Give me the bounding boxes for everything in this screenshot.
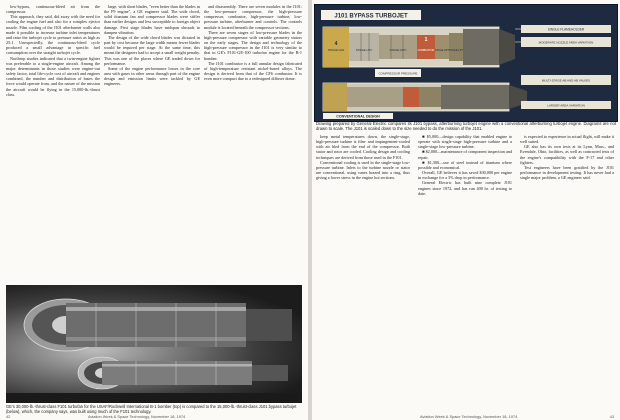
paragraph: low-bypass, continuous-bleed air from the compressor. xyxy=(6,4,100,15)
paragraph: and disassembly. There are seven modules in the J101: the low-pressure compressor, the high-pressure compressor, combustor, high-pressure turbine, low-pressure turbine, afterburner and controls. The controls module is located beneath the compressor sections. xyxy=(204,4,302,30)
left-column-2 xyxy=(104,4,200,280)
callout-multistage: MULTI-STAGE AB AND AB VALVES xyxy=(541,78,591,83)
j101-engine-graphic xyxy=(78,357,288,389)
label-conventional-design: CONVENTIONAL DESIGN xyxy=(336,114,380,119)
left-column-3 xyxy=(204,4,302,280)
paragraph: ■ $1,300—use of steel instead of titanium where possible and economical. xyxy=(418,159,512,170)
paragraph: Test engineers have been gratified by the J101 performance in development testing. It has never had a single major problem, a GE engineer said. xyxy=(520,164,614,181)
page-number-left xyxy=(6,414,185,419)
diagram-title: J101 BYPASS TURBOJET xyxy=(334,13,408,20)
engine-photo xyxy=(6,285,302,403)
paragraph: The design of the wide chord blades was dictated in part by cost because the large width means fewer blades would be required per stage. At the same time, this meant the designers had to accept a small weight penalty. This was one of the places where GE traded down for performance. xyxy=(104,34,200,66)
f101-engine-graphic xyxy=(24,299,292,351)
callout-larger-area: LARGER AREA VARIATION xyxy=(547,103,585,108)
paragraph: This approach, they said, did away with the need for cooling the engine fuel and also for a complex ejector nozzle. Film cooling of the J101 afterburner walls also made it possible to increase turbine inlet temperatures and raise the turbojet cycle to pressure ratios as high as 25:1. Unexpectedly, the continuous-bleed cycle produced a small advantage in specific fuel consumption over the straight turbojet cycle. xyxy=(6,14,100,56)
diagram-svg xyxy=(315,5,617,121)
label-compressor-pressure: COMPRESSOR PRESSURE xyxy=(378,71,418,76)
paragraph: large, with short blades, "even better than the blades in the F9 engine", a GE engineer said. The wide chord, solid titanium fan and compressor blades were stiffer than earlier designs and less susceptible to foreign object damage. First stage blades have midspan shrouds to dampen vibration. xyxy=(104,4,200,35)
page-number-right: 43 xyxy=(609,414,614,419)
callout-flameholder: SINGLE FLAMEHOLDER xyxy=(547,27,585,32)
paragraph: GE also has its own tests at its Lynn, Mass., and Evendale, Ohio, facilities, as well as contracted tests of the engine's compatibility with the F-17 and other fighters. xyxy=(520,144,614,165)
label-stage-lpc: STAGE LPC xyxy=(355,48,373,52)
paragraph: There are seven stages of low-pressure blades in the high-pressure compressor with variable geometry stators on the early stages. The design and technology of the high-pressure compressor in the J101 is very similar to that in GE's F101-GE-100 turbofan engine for the B-1 bomber. xyxy=(204,29,302,61)
paragraph: General Electric has built nine complete J101 engines since 1972, and has run 400 hr. of testing to date. xyxy=(418,180,512,196)
label-stage-fan: STAGE FAN xyxy=(327,48,345,52)
label-stage-lpt: STAGE LPT xyxy=(448,49,464,52)
paragraph: ■ $2,000—maintenance of component inspection and repair. xyxy=(418,149,512,160)
engine-comparison-diagram xyxy=(314,4,618,122)
paragraph: The J101 combustor is a full annular design fabricated of high-temperature resistant nickel-based alloys. The design is derived from that of the CF6 combustor. It is even more compact due to a redesigned diffuser dome. xyxy=(204,60,302,82)
publication-line-right: Aviation Week & Space Technology, November 18, 1974 xyxy=(420,414,518,419)
paragraph: ■ $5,000—design capability that enabled engine to operate with single-stage high-pressure turbine and a single-stage low-pressure turbine. xyxy=(418,134,512,150)
paragraph: Some of the engine performance losses in the core area with gases in other areas through part of the engine design and emission limits were tackled by GE engineers. xyxy=(104,65,200,87)
label-stage-hpc-digit: 1 xyxy=(424,37,428,43)
label-stage-hpt: STAGE HPT xyxy=(434,49,450,52)
right-column-2 xyxy=(418,134,512,410)
photo-caption: GE's 30,000-lb.-thrust-class F101 turbofan for the USAF/Rockwell International B-1 bomber (top) is compared to the 15,000-lb.-thrust-class J101 bypass turbojet (below), which, the company says, was built using much of the F101 technology. xyxy=(6,404,297,414)
right-column-1 xyxy=(316,134,410,410)
engine-illustration xyxy=(6,285,302,403)
paragraph: Northrop studies indicated that a twin-engine fighter was preferable to a single-engine aircraft. Among the major determinants in those studies were engine-out safety factor, total life-cycle cost of aircraft and engines combined, the number and distribution of bases the force would operate from, and the nature of the mission the aircraft would be flying in the 15,000-lb.-thrust class. xyxy=(6,55,100,97)
label-stage-hpc: STAGE HPC xyxy=(389,48,407,52)
left-column-1 xyxy=(6,4,100,280)
j101-schematic xyxy=(323,27,515,67)
paragraph: Conventional cooling is used in the single-stage low-pressure turbine. Inlets to the turbine nozzle or stator are conventional, using vanes brazed into a ring, thus giving a lower stress in the engine hot sections. xyxy=(316,159,410,181)
diagram-caption: Drawing prepared by General Electric compares its J101 bypass, afterburning turbojet engine with a conventional afterburning turbojet engine. Diagrams are not drawn to scale. The J101 is scaled down to the size needed to do the mission of the J101. xyxy=(316,121,616,132)
callout-nozzle: MODERATE NOZZLE AREA VARIATION xyxy=(538,40,594,45)
publication-line: Aviation Week & Space Technology, November 18, 1974 xyxy=(87,414,186,419)
page-number: 42 xyxy=(6,414,11,419)
paragraph: Overall, GE believes it has saved $30,000 per engine in exchange for a 3% drop in performance. xyxy=(418,170,512,181)
label-combustor: COMBUSTOR xyxy=(417,49,435,52)
paragraph: keep metal temperatures down, the single-stage, high-pressure turbine is film- and impingement-cooled with air bled from the end of the compressor. Both stator and rotor are cooled. Cooling design and cooling techniques are derived from those used in the F101. xyxy=(316,134,410,160)
label-stage-fan-digit: 4 xyxy=(334,41,338,47)
paragraph: is expected to experience in actual flight, will make it well suited. xyxy=(520,134,614,145)
right-column-3 xyxy=(520,134,614,410)
conventional-schematic xyxy=(323,83,527,111)
